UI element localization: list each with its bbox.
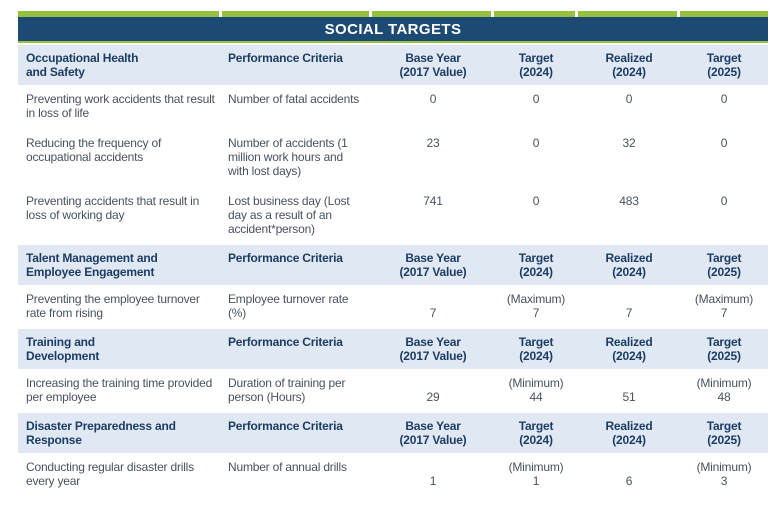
base-year-cell: 741	[423, 194, 443, 208]
column-header-base-year: Base Year (2017 Value)	[399, 335, 467, 363]
column-header-target-2024: Target (2024)	[518, 251, 554, 279]
section-header-training-development	[18, 329, 768, 369]
green-accent-bar	[18, 11, 768, 17]
realized-2024-cell: 483	[619, 194, 639, 208]
target-2024-cell: (Minimum) 44	[508, 376, 564, 404]
activity-cell: Conducting regular disaster drills every year	[26, 460, 194, 488]
table-row	[18, 369, 768, 413]
table-row	[18, 453, 768, 497]
green-bar-segment	[494, 11, 575, 17]
criteria-cell: Employee turnover rate (%)	[228, 292, 349, 320]
target-2025-cell: 0	[720, 136, 728, 150]
table-title: SOCIAL TARGETS	[324, 20, 462, 38]
table-row	[18, 285, 768, 329]
social-targets-table	[18, 11, 768, 497]
activity-cell: Preventing work accidents that result in loss of life	[26, 92, 215, 120]
activity-cell: Preventing accidents that result in loss of working day	[26, 194, 200, 222]
base-year-cell: 29	[426, 390, 440, 404]
column-header-target-2025: Target (2025)	[706, 251, 742, 279]
base-year-cell: 0	[429, 92, 437, 106]
column-header-criteria: Performance Criteria	[228, 335, 343, 349]
green-bar-segment	[372, 11, 491, 17]
green-bar-segment	[222, 11, 369, 17]
criteria-cell: Duration of training per person (Hours)	[228, 376, 346, 404]
column-header-target-2025: Target (2025)	[706, 419, 742, 447]
base-year-cell: 7	[429, 306, 437, 320]
realized-2024-cell: 7	[625, 306, 633, 320]
column-header-base-year: Base Year (2017 Value)	[399, 419, 467, 447]
green-bar-segment	[578, 11, 677, 17]
section-header-disaster-preparedness	[18, 413, 768, 453]
target-2024-cell: (Minimum) 1	[508, 460, 564, 488]
activity-cell: Increasing the training time provided per employee	[26, 376, 213, 404]
activity-cell: Reducing the frequency of occupational accidents	[26, 136, 162, 164]
column-header-realized-2024: Realized (2024)	[605, 251, 653, 279]
green-bar-segment	[18, 11, 219, 17]
criteria-cell: Number of fatal accidents	[228, 92, 360, 106]
target-2025-cell: 0	[720, 194, 728, 208]
column-header-criteria: Performance Criteria	[228, 51, 343, 65]
table-row	[18, 85, 768, 129]
criteria-cell: Number of annual drills	[228, 460, 347, 474]
section-title: Training and Development	[26, 335, 100, 363]
column-header-realized-2024: Realized (2024)	[605, 335, 653, 363]
target-2024-cell: 0	[532, 92, 540, 106]
section-header-talent-management	[18, 245, 768, 285]
table-row	[18, 187, 768, 245]
section-title: Disaster Preparedness and Response	[26, 419, 176, 447]
column-header-target-2024: Target (2024)	[518, 51, 554, 79]
activity-cell: Preventing the employee turnover rate from rising	[26, 292, 200, 320]
column-header-target-2025: Target (2025)	[706, 335, 742, 363]
realized-2024-cell: 32	[622, 136, 636, 150]
base-year-cell: 1	[429, 474, 437, 488]
column-header-criteria: Performance Criteria	[228, 251, 343, 265]
criteria-cell: Number of accidents (1 million work hours and with lost days)	[228, 136, 348, 178]
target-2025-cell: (Minimum) 48	[696, 376, 752, 404]
realized-2024-cell: 51	[622, 390, 636, 404]
realized-2024-cell: 0	[625, 92, 633, 106]
section-header-occupational-health	[18, 45, 768, 85]
base-year-cell: 23	[426, 136, 440, 150]
target-2024-cell: (Maximum) 7	[506, 292, 566, 320]
target-2024-cell: 0	[532, 136, 540, 150]
section-title: Occupational Health and Safety	[26, 51, 139, 79]
column-header-target-2024: Target (2024)	[518, 419, 554, 447]
column-header-base-year: Base Year (2017 Value)	[399, 51, 467, 79]
criteria-cell: Lost business day (Lost day as a result of an accident*person)	[228, 194, 350, 236]
target-2025-cell: (Maximum) 7	[694, 292, 754, 320]
target-2025-cell: (Minimum) 3	[696, 460, 752, 488]
column-header-criteria: Performance Criteria	[228, 419, 343, 433]
realized-2024-cell: 6	[625, 474, 633, 488]
section-title: Talent Management and Employee Engagement	[26, 251, 158, 279]
column-header-realized-2024: Realized (2024)	[605, 51, 653, 79]
column-header-target-2025: Target (2025)	[706, 51, 742, 79]
column-header-realized-2024: Realized (2024)	[605, 419, 653, 447]
table-row	[18, 129, 768, 187]
target-2025-cell: 0	[720, 92, 728, 106]
column-header-target-2024: Target (2024)	[518, 335, 554, 363]
table-title-bar	[18, 17, 768, 43]
column-header-base-year: Base Year (2017 Value)	[399, 251, 467, 279]
green-bar-segment	[680, 11, 768, 17]
target-2024-cell: 0	[532, 194, 540, 208]
